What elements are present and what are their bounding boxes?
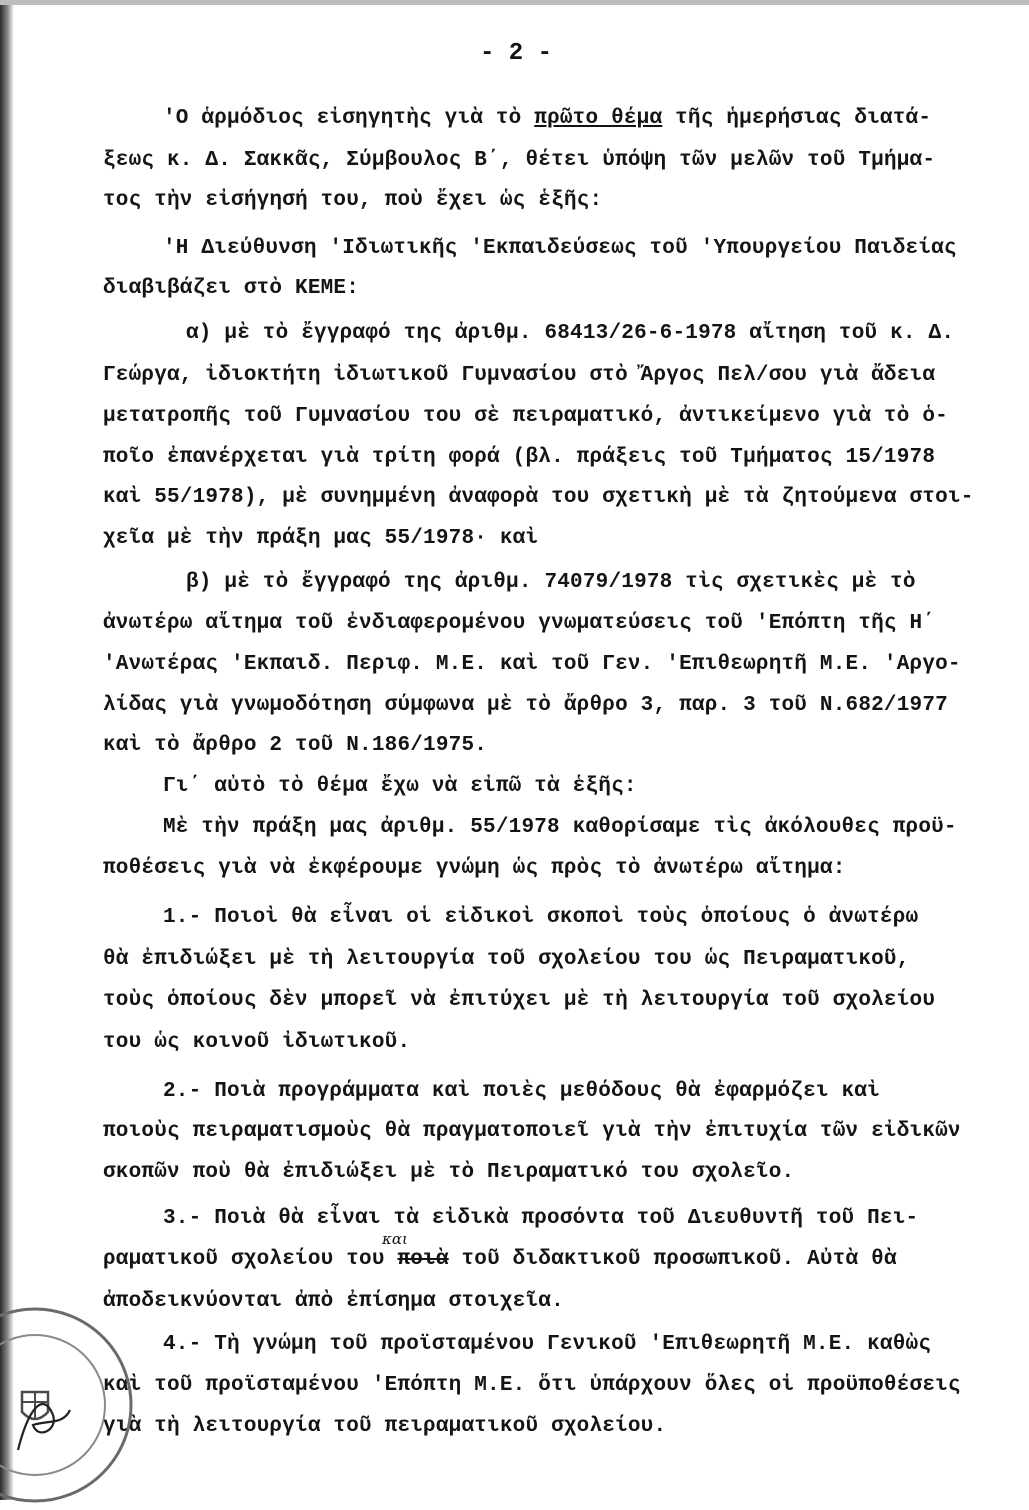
text-line: ἀνωτέρω αἴτημα τοῦ ἐνδιαφερομένου γνωματεύσεις τοῦ 'Επόπτη τῆς Η΄ bbox=[103, 612, 936, 635]
page-number: - 2 - bbox=[480, 40, 553, 67]
list-item-4: 4.- Τὴ γνώμη τοῦ προϊσταμένου Γενικοῦ 'Επιθεωρητῆ Μ.Ε. καθὼς bbox=[163, 1333, 932, 1356]
text-line: λίδας γιὰ γνωμοδότηση σύμφωνα μὲ τὸ ἄρθρο 3, παρ. 3 τοῦ Ν.682/1977 bbox=[103, 694, 948, 717]
text-line: Γι΄ αὐτὸ τὸ θέμα ἔχω νὰ εἰπῶ τὰ ἑξῆς: bbox=[163, 775, 637, 798]
text-line: 'Η Διεύθυνση 'Ιδιωτικῆς 'Εκπαιδεύσεως τοῦ 'Υπουργείου Παιδείας bbox=[163, 237, 957, 260]
struck-word: ποιὰ bbox=[397, 1248, 449, 1271]
text-line: ραματικοῦ σχολείου του ποιὰ τοῦ διδακτικοῦ προσωπικοῦ. Αὐτὰ θὰ bbox=[103, 1248, 897, 1271]
underlined-phrase: πρῶτο θέμα bbox=[534, 107, 663, 130]
text-line: γιὰ τὴ λειτουργία τοῦ πειραματικοῦ σχολείου. bbox=[103, 1415, 667, 1438]
text-line: καὶ τοῦ προϊσταμένου 'Επόπτη Μ.Ε. ὅτι ὑπάρχουν ὅλες οἱ προϋποθέσεις bbox=[103, 1374, 961, 1397]
text-line: ξεως κ. Δ. Σακκᾶς, Σύμβουλος Β΄, θέτει ὑπόψη τῶν μελῶν τοῦ Τμήμα- bbox=[103, 149, 936, 172]
scan-top-edge bbox=[0, 0, 1029, 5]
text-line: διαβιβάζει στὸ ΚΕΜΕ: bbox=[103, 277, 360, 300]
text-line: χεῖα μὲ τὴν πράξη μας 55/1978· καὶ bbox=[103, 527, 539, 550]
text-line: τος τὴν εἰσήγησή του, ποὺ ἔχει ὡς ἑξῆς: bbox=[103, 189, 603, 212]
text-line: του ὡς κοινοῦ ἰδιωτικοῦ. bbox=[103, 1031, 411, 1054]
text-line: σκοπῶν ποὺ θὰ ἐπιδιώξει μὲ τὸ Πειραματικό του σχολεῖο. bbox=[103, 1161, 795, 1184]
handwritten-insertion: και bbox=[382, 1230, 408, 1248]
text-line: τοὺς ὁποίους δὲν μπορεῖ νὰ ἐπιτύχει μὲ τὴ λειτουργία τοῦ σχολείου bbox=[103, 989, 936, 1012]
text-line: Γεώργα, ἰδιοκτήτη ἰδιωτικοῦ Γυμνασίου στὸ Ἄργος Πελ/σου γιὰ ἄδεια bbox=[103, 364, 936, 387]
text-line: ἀποδεικνύονται ἀπὸ ἐπίσημα στοιχεῖα. bbox=[103, 1290, 564, 1313]
list-item-1: 1.- Ποιοὶ θὰ εἶναι οἱ εἰδικοὶ σκοποὶ τοὺς ὁποίους ὁ ἀνωτέρω bbox=[163, 906, 919, 929]
text-line: ποιοὺς πειραματισμοὺς θὰ πραγματοποιεῖ γιὰ τὴν ἐπιτυχία τῶν εἰδικῶν bbox=[103, 1120, 961, 1143]
handwritten-signature bbox=[8, 1380, 78, 1460]
scan-binding-shadow bbox=[0, 0, 14, 1500]
text-line: ποθέσεις γιὰ νὰ ἐκφέρουμε γνώμη ὡς πρὸς τὸ ἀνωτέρω αἴτημα: bbox=[103, 857, 846, 880]
text-line: καὶ τὸ ἄρθρο 2 τοῦ Ν.186/1975. bbox=[103, 734, 488, 757]
text-line: 'Ο ἁρμόδιος εἰσηγητὴς γιὰ τὸ πρῶτο θέμα τῆς ἡμερήσιας διατά- bbox=[163, 107, 932, 130]
text-line: Μὲ τὴν πράξη μας ἀριθμ. 55/1978 καθορίσαμε τὶς ἀκόλουθες προϋ- bbox=[163, 816, 957, 839]
list-item-3: 3.- Ποιὰ θὰ εἶναι τὰ εἰδικὰ προσόντα τοῦ Διευθυντῆ τοῦ Πει- bbox=[163, 1207, 919, 1230]
text-line: β) μὲ τὸ ἔγγραφό της ἀριθμ. 74079/1978 τὶς σχετικὲς μὲ τὸ bbox=[186, 571, 916, 594]
text-line: α) μὲ τὸ ἔγγραφό της ἀριθμ. 68413/26-6-1978 αἴτηση τοῦ κ. Δ. bbox=[186, 322, 955, 345]
text-line: μετατροπῆς τοῦ Γυμνασίου του σὲ πειραματικό, ἀντικείμενο γιὰ τὸ ὁ- bbox=[103, 405, 948, 428]
text-line: θὰ ἐπιδιώξει μὲ τὴ λειτουργία τοῦ σχολείου του ὡς Πειραματικοῦ, bbox=[103, 948, 910, 971]
list-item-2: 2.- Ποιὰ προγράμματα καὶ ποιὲς μεθόδους θὰ ἐφαρμόζει καὶ bbox=[163, 1080, 880, 1103]
text-line: ποῖο ἐπανέρχεται γιὰ τρίτη φορά (βλ. πράξεις τοῦ Τμήματος 15/1978 bbox=[103, 446, 936, 469]
text-line: καὶ 55/1978), μὲ συνημμένη ἀναφορὰ του σχετικὴ μὲ τὰ ζητούμενα στοι- bbox=[103, 486, 974, 509]
text-line: 'Ανωτέρας 'Εκπαιδ. Περιφ. Μ.Ε. καὶ τοῦ Γεν. 'Επιθεωρητῆ Μ.Ε. 'Αργο- bbox=[103, 653, 961, 676]
